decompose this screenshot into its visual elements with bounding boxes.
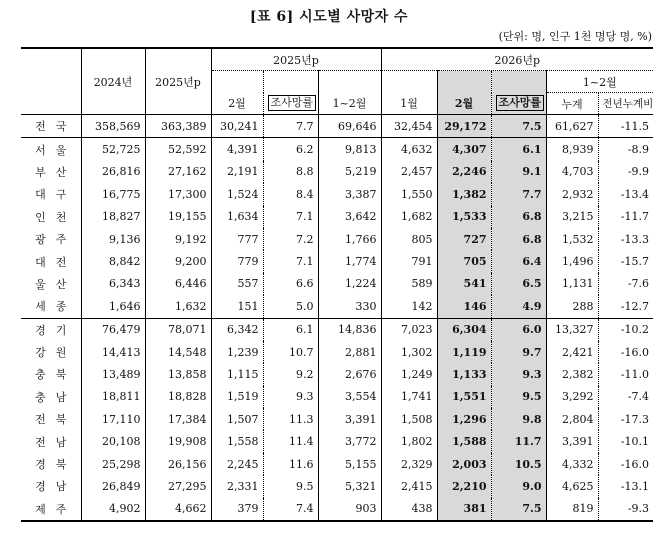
cell-jan26: 1,249 — [381, 363, 437, 385]
cell-region: 전남 — [35, 435, 77, 449]
header-2026-jan-feb: 1~2월 — [546, 71, 653, 93]
cell-feb26: 6,304 — [437, 318, 491, 341]
cell-feb26: 705 — [437, 250, 491, 272]
cell-rate25: 7.4 — [263, 498, 318, 521]
cell-cum26: 3,292 — [546, 386, 598, 408]
cell-jan26: 2,457 — [381, 161, 437, 183]
header-2024: 2024년 — [81, 48, 145, 115]
cell-rate25: 6.6 — [263, 273, 318, 295]
cell-rate26: 6.5 — [491, 273, 546, 295]
cell-jan26: 1,302 — [381, 341, 437, 363]
table-row — [21, 341, 653, 363]
table-row — [21, 363, 653, 385]
cell-region: 인천 — [35, 210, 77, 224]
cell-rate26: 9.3 — [491, 363, 546, 385]
table-row — [21, 295, 653, 318]
cell-cum26: 13,327 — [546, 318, 598, 341]
cell-yoy: -16.0 — [598, 453, 653, 475]
cell-feb25: 777 — [211, 228, 263, 250]
cell-jf25: 2,676 — [318, 363, 381, 385]
cell-yoy: -16.0 — [598, 341, 653, 363]
cell-region: 부산 — [35, 165, 77, 179]
cell-y2024: 20,108 — [81, 430, 145, 452]
cell-cum26: 4,332 — [546, 453, 598, 475]
cell-y2025: 52,592 — [145, 138, 211, 161]
cell-region: 제주 — [21, 498, 81, 521]
cell-rate26: 6.8 — [491, 228, 546, 250]
cell-yoy: -13.3 — [598, 228, 653, 250]
cell-yoy: -11.0 — [598, 363, 653, 385]
cell-cum26: 1,532 — [546, 228, 598, 250]
cell-feb26: 2,003 — [437, 453, 491, 475]
cell-region: 강원 — [35, 346, 77, 360]
cell-rate25: 5.0 — [263, 295, 318, 318]
cell-feb26: 2,210 — [437, 475, 491, 497]
cell-y2025: 6,446 — [145, 273, 211, 295]
cell-feb26: 541 — [437, 273, 491, 295]
cell-jf25: 1,774 — [318, 250, 381, 272]
cell-feb25: 1,239 — [211, 341, 263, 363]
header-group-2025p: 2025년p — [211, 48, 381, 71]
cell-feb26: 381 — [437, 498, 491, 521]
cell-feb25: 779 — [211, 250, 263, 272]
cell-y2025: 17,300 — [145, 183, 211, 205]
cell-y2024: 26,816 — [81, 161, 145, 183]
cell-region: 전북 — [35, 413, 77, 427]
cell-rate26: 9.0 — [491, 475, 546, 497]
table-row — [21, 498, 653, 521]
cell-y2025: 26,156 — [145, 453, 211, 475]
cell-cum26: 61,627 — [546, 115, 598, 138]
cell-y2024: 358,569 — [81, 115, 145, 138]
cell-rate26: 10.5 — [491, 453, 546, 475]
cell-feb25: 2,331 — [211, 475, 263, 497]
cell-yoy: -8.9 — [598, 138, 653, 161]
cell-jan26: 1,741 — [381, 386, 437, 408]
cell-jf25: 3,387 — [318, 183, 381, 205]
cell-feb25: 1,524 — [211, 183, 263, 205]
cell-jf25: 330 — [318, 295, 381, 318]
cell-rate25: 11.6 — [263, 453, 318, 475]
header-2026-crude-rate: 조사망률 — [491, 71, 546, 115]
cell-jan26: 1,682 — [381, 206, 437, 228]
cell-jan26: 4,632 — [381, 138, 437, 161]
header-2025p: 2025년p — [145, 48, 211, 115]
cell-region: 전국 — [21, 115, 81, 138]
cell-feb25: 30,241 — [211, 115, 263, 138]
deaths-by-region-table — [21, 47, 653, 522]
cell-rate25: 7.7 — [263, 115, 318, 138]
cell-jf25: 9,813 — [318, 138, 381, 161]
cell-feb25: 1,115 — [211, 363, 263, 385]
cell-cum26: 2,382 — [546, 363, 598, 385]
cell-cum26: 2,421 — [546, 341, 598, 363]
cell-jf25: 14,836 — [318, 318, 381, 341]
cell-region: 충북 — [35, 368, 77, 382]
table-row — [21, 408, 653, 430]
cell-feb25: 2,245 — [211, 453, 263, 475]
cell-jf25: 1,766 — [318, 228, 381, 250]
cell-rate26: 11.7 — [491, 430, 546, 452]
cell-rate25: 6.2 — [263, 138, 318, 161]
cell-rate25: 11.4 — [263, 430, 318, 452]
table-body — [21, 115, 653, 522]
cell-jan26: 791 — [381, 250, 437, 272]
cell-y2024: 25,298 — [81, 453, 145, 475]
unit-note: (단위: 명, 인구 1천 명당 명, %) — [498, 30, 652, 43]
cell-y2024: 6,343 — [81, 273, 145, 295]
cell-y2025: 4,662 — [145, 498, 211, 521]
cell-y2024: 8,842 — [81, 250, 145, 272]
table-row — [21, 183, 653, 205]
cell-cum26: 1,496 — [546, 250, 598, 272]
header-yoy-cumulative: 전년누계비 — [598, 93, 653, 115]
cell-jf25: 69,646 — [318, 115, 381, 138]
header-cumulative: 누계 — [546, 93, 598, 115]
table-row-total — [21, 115, 653, 138]
cell-jf25: 3,642 — [318, 206, 381, 228]
cell-feb25: 1,507 — [211, 408, 263, 430]
cell-region: 울산 — [35, 277, 77, 291]
cell-jf25: 3,772 — [318, 430, 381, 452]
cell-feb26: 2,246 — [437, 161, 491, 183]
cell-cum26: 8,939 — [546, 138, 598, 161]
cell-rate26: 4.9 — [491, 295, 546, 318]
cell-jf25: 5,155 — [318, 453, 381, 475]
table-row — [21, 250, 653, 272]
header-2026-jan: 1월 — [381, 71, 437, 115]
cell-y2025: 9,200 — [145, 250, 211, 272]
cell-yoy: -13.4 — [598, 183, 653, 205]
cell-region: 경북 — [35, 458, 77, 472]
cell-y2024: 18,811 — [81, 386, 145, 408]
cell-yoy: -10.1 — [598, 430, 653, 452]
cell-region: 세종 — [21, 295, 81, 318]
cell-jan26: 1,802 — [381, 430, 437, 452]
cell-jf25: 2,881 — [318, 341, 381, 363]
cell-y2025: 78,071 — [145, 318, 211, 341]
cell-jf25: 903 — [318, 498, 381, 521]
header-2025-crude-rate: 조사망률 — [263, 71, 318, 115]
cell-yoy: -11.5 — [598, 115, 653, 138]
cell-y2024: 16,775 — [81, 183, 145, 205]
cell-feb26: 1,133 — [437, 363, 491, 385]
header-region — [21, 48, 81, 115]
cell-cum26: 819 — [546, 498, 598, 521]
cell-feb25: 151 — [211, 295, 263, 318]
cell-feb26: 1,588 — [437, 430, 491, 452]
cell-y2024: 18,827 — [81, 206, 145, 228]
cell-rate25: 7.1 — [263, 250, 318, 272]
cell-feb25: 2,191 — [211, 161, 263, 183]
cell-yoy: -12.7 — [598, 295, 653, 318]
header-2026-feb: 2월 — [437, 71, 491, 115]
table-row — [21, 318, 653, 341]
cell-cum26: 3,391 — [546, 430, 598, 452]
cell-y2024: 1,646 — [81, 295, 145, 318]
cell-region: 경남 — [35, 480, 77, 494]
cell-jf25: 3,554 — [318, 386, 381, 408]
cell-feb25: 1,558 — [211, 430, 263, 452]
cell-cum26: 4,703 — [546, 161, 598, 183]
cell-rate26: 6.1 — [491, 138, 546, 161]
cell-rate26: 9.7 — [491, 341, 546, 363]
cell-yoy: -15.7 — [598, 250, 653, 272]
table-row — [21, 430, 653, 452]
cell-rate26: 7.7 — [491, 183, 546, 205]
cell-rate25: 9.5 — [263, 475, 318, 497]
cell-jan26: 805 — [381, 228, 437, 250]
cell-y2025: 9,192 — [145, 228, 211, 250]
cell-jan26: 1,550 — [381, 183, 437, 205]
table-row — [21, 206, 653, 228]
cell-rate25: 11.3 — [263, 408, 318, 430]
cell-y2025: 18,828 — [145, 386, 211, 408]
cell-yoy: -7.4 — [598, 386, 653, 408]
cell-rate26: 7.5 — [491, 115, 546, 138]
cell-feb26: 727 — [437, 228, 491, 250]
cell-yoy: -9.3 — [598, 498, 653, 521]
cell-rate26: 7.5 — [491, 498, 546, 521]
cell-rate25: 8.4 — [263, 183, 318, 205]
cell-jf25: 5,219 — [318, 161, 381, 183]
cell-region: 경기 — [35, 323, 77, 337]
table-row — [21, 386, 653, 408]
cell-feb26: 29,172 — [437, 115, 491, 138]
cell-jan26: 2,329 — [381, 453, 437, 475]
cell-jf25: 1,224 — [318, 273, 381, 295]
cell-jan26: 1,508 — [381, 408, 437, 430]
cell-cum26: 2,804 — [546, 408, 598, 430]
cell-yoy: -11.7 — [598, 206, 653, 228]
cell-y2025: 1,632 — [145, 295, 211, 318]
cell-jan26: 32,454 — [381, 115, 437, 138]
table-row — [21, 475, 653, 497]
cell-rate26: 9.1 — [491, 161, 546, 183]
table-row — [21, 138, 653, 161]
cell-cum26: 288 — [546, 295, 598, 318]
cell-rate25: 9.3 — [263, 386, 318, 408]
table-title: [표 6] 시도별 사망자 수 — [249, 9, 409, 25]
cell-y2025: 17,384 — [145, 408, 211, 430]
cell-rate26: 9.8 — [491, 408, 546, 430]
table-row — [21, 273, 653, 295]
cell-y2024: 76,479 — [81, 318, 145, 341]
cell-y2024: 13,489 — [81, 363, 145, 385]
cell-yoy: -7.6 — [598, 273, 653, 295]
cell-feb26: 4,307 — [437, 138, 491, 161]
cell-rate25: 9.2 — [263, 363, 318, 385]
cell-jan26: 589 — [381, 273, 437, 295]
cell-feb25: 1,634 — [211, 206, 263, 228]
table-row — [21, 228, 653, 250]
cell-feb26: 146 — [437, 295, 491, 318]
cell-y2025: 19,908 — [145, 430, 211, 452]
table-row — [21, 161, 653, 183]
cell-rate25: 7.1 — [263, 206, 318, 228]
cell-rate25: 10.7 — [263, 341, 318, 363]
cell-y2024: 4,902 — [81, 498, 145, 521]
cell-yoy: -17.3 — [598, 408, 653, 430]
cell-y2024: 52,725 — [81, 138, 145, 161]
cell-cum26: 3,215 — [546, 206, 598, 228]
cell-rate25: 6.1 — [263, 318, 318, 341]
cell-region: 대전 — [35, 255, 77, 269]
cell-feb25: 6,342 — [211, 318, 263, 341]
cell-rate26: 6.4 — [491, 250, 546, 272]
cell-yoy: -10.2 — [598, 318, 653, 341]
cell-region: 대구 — [35, 188, 77, 202]
cell-jan26: 7,023 — [381, 318, 437, 341]
cell-jan26: 2,415 — [381, 475, 437, 497]
cell-feb26: 1,296 — [437, 408, 491, 430]
cell-y2025: 27,162 — [145, 161, 211, 183]
cell-y2025: 14,548 — [145, 341, 211, 363]
header-2025-jan-feb: 1~2월 — [318, 71, 381, 115]
cell-rate26: 6.0 — [491, 318, 546, 341]
cell-jan26: 142 — [381, 295, 437, 318]
cell-feb25: 4,391 — [211, 138, 263, 161]
cell-jan26: 438 — [381, 498, 437, 521]
cell-y2025: 363,389 — [145, 115, 211, 138]
header-group-2026p: 2026년p — [381, 48, 653, 71]
cell-y2024: 17,110 — [81, 408, 145, 430]
cell-feb25: 557 — [211, 273, 263, 295]
cell-rate26: 9.5 — [491, 386, 546, 408]
cell-region: 충남 — [35, 390, 77, 404]
cell-region: 광주 — [35, 233, 77, 247]
cell-yoy: -13.1 — [598, 475, 653, 497]
cell-y2025: 13,858 — [145, 363, 211, 385]
cell-y2024: 26,849 — [81, 475, 145, 497]
cell-feb25: 379 — [211, 498, 263, 521]
cell-feb26: 1,119 — [437, 341, 491, 363]
cell-feb26: 1,382 — [437, 183, 491, 205]
cell-cum26: 4,625 — [546, 475, 598, 497]
cell-y2025: 19,155 — [145, 206, 211, 228]
header-2025-feb: 2월 — [211, 71, 263, 115]
cell-jf25: 3,391 — [318, 408, 381, 430]
cell-cum26: 2,932 — [546, 183, 598, 205]
cell-feb26: 1,533 — [437, 206, 491, 228]
cell-rate26: 6.8 — [491, 206, 546, 228]
cell-rate25: 7.2 — [263, 228, 318, 250]
cell-rate25: 8.8 — [263, 161, 318, 183]
cell-y2024: 9,136 — [81, 228, 145, 250]
cell-jf25: 5,321 — [318, 475, 381, 497]
cell-cum26: 1,131 — [546, 273, 598, 295]
cell-region: 서울 — [35, 143, 77, 157]
cell-feb25: 1,519 — [211, 386, 263, 408]
table-row — [21, 453, 653, 475]
cell-yoy: -9.9 — [598, 161, 653, 183]
cell-feb26: 1,551 — [437, 386, 491, 408]
cell-y2025: 27,295 — [145, 475, 211, 497]
cell-y2024: 14,413 — [81, 341, 145, 363]
